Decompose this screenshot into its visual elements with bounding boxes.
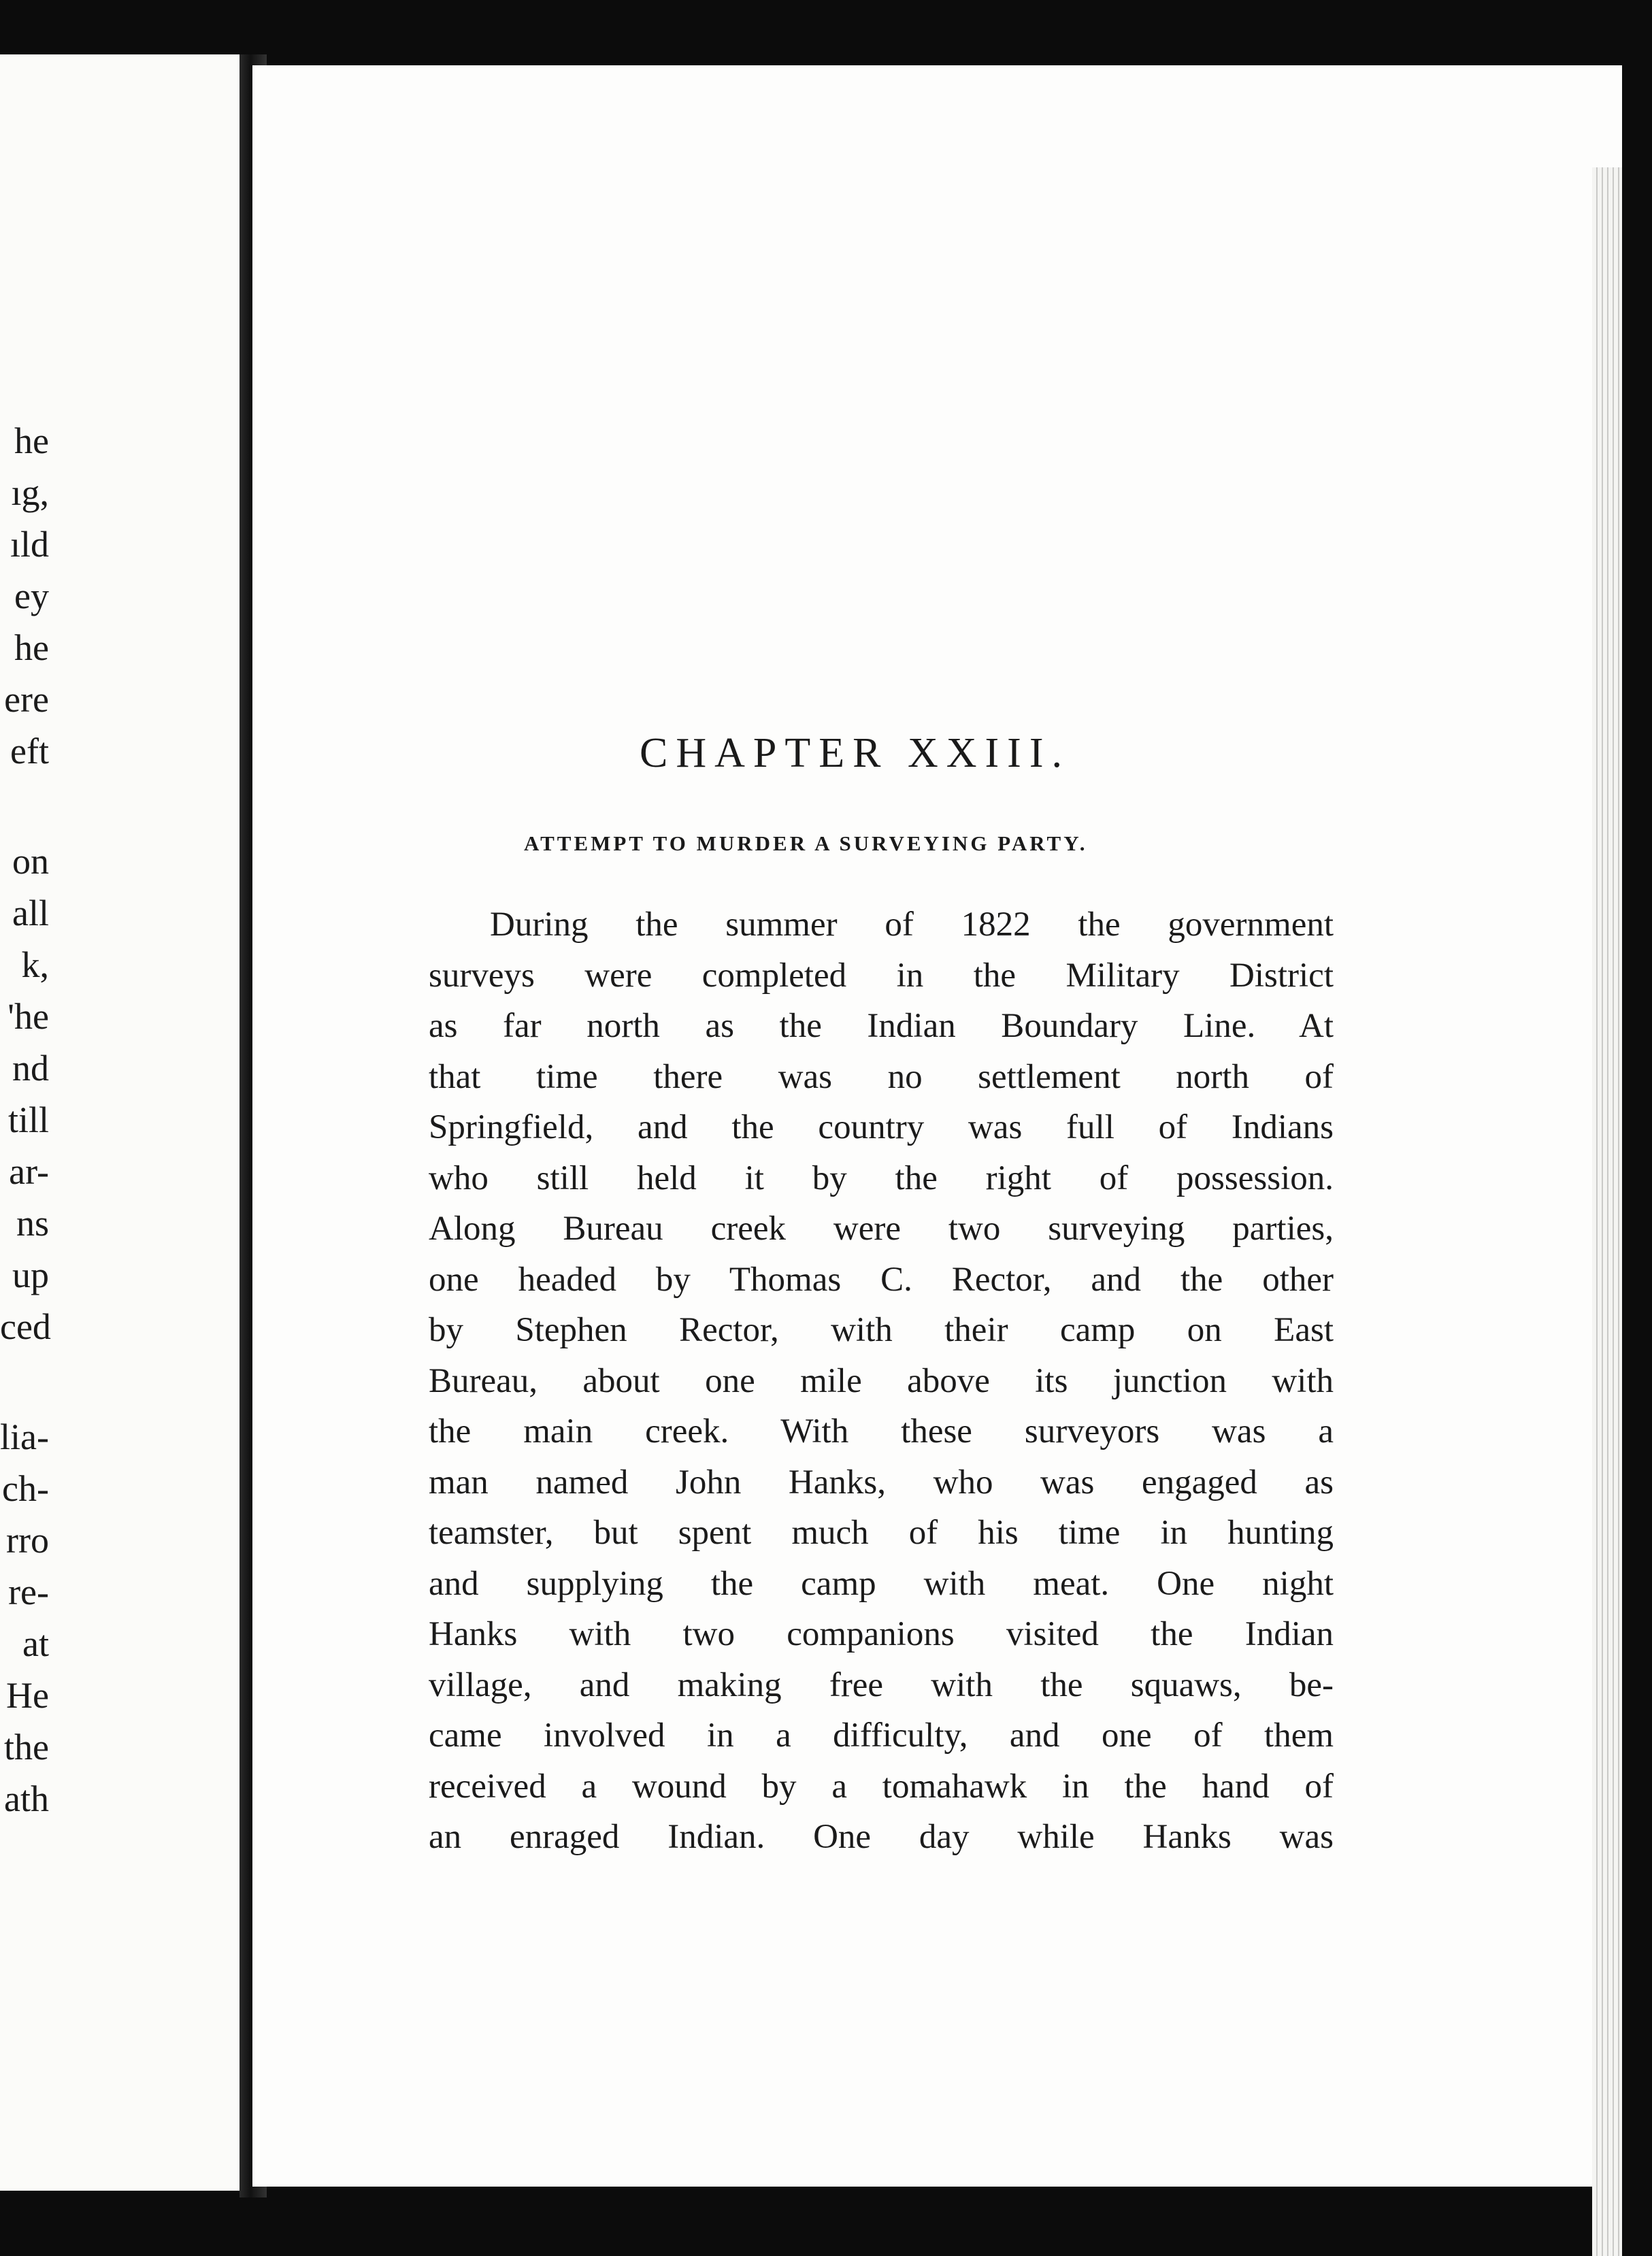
left-line: on — [12, 841, 49, 882]
left-line: 'he — [7, 996, 49, 1037]
left-page-text — [0, 415, 49, 1825]
left-line: He — [6, 1675, 49, 1716]
body-line: the main creek. With these surveyors was a — [429, 1412, 1334, 1450]
left-line-gap — [0, 777, 49, 835]
left-line: at — [22, 1623, 49, 1664]
left-line: ıld — [10, 524, 49, 565]
body-line: Bureau, about one mile above its junction with — [429, 1361, 1334, 1400]
left-line: ar- — [9, 1151, 49, 1192]
body-line: Springfield, and the country was full of Indians — [429, 1108, 1334, 1146]
left-line: ch- — [2, 1468, 49, 1509]
body-line: an enraged Indian. One day while Hanks was — [429, 1818, 1334, 1856]
left-line: ey — [14, 576, 49, 616]
body-line: and supplying the camp with meat. One night — [429, 1564, 1334, 1603]
body-line: Along Bureau creek were two surveying parties, — [429, 1210, 1334, 1248]
left-line: ıg, — [11, 472, 49, 513]
body-line: that time there was no settlement north of — [429, 1057, 1334, 1096]
body-line: as far north as the Indian Boundary Line. At — [429, 1007, 1334, 1045]
left-line: eft — [10, 731, 49, 772]
body-line: received a wound by a tomahawk in the hand of — [429, 1767, 1334, 1806]
left-line: ath — [4, 1778, 49, 1819]
body-line: man named John Hanks, who was engaged as — [429, 1463, 1334, 1502]
left-line: ere — [4, 679, 49, 720]
body-line: Hanks with two companions visited the Indian — [429, 1615, 1334, 1653]
body-line: surveys were completed in the Military District — [429, 956, 1334, 995]
left-line: up — [12, 1255, 49, 1295]
left-line: he — [14, 627, 49, 668]
chapter-title: CHAPTER XXIII. — [640, 730, 1070, 776]
left-line: lia- — [0, 1416, 49, 1457]
left-line: ns — [16, 1203, 49, 1244]
left-page — [0, 54, 239, 2191]
chapter-body — [429, 899, 1334, 1863]
body-line: During the summer of 1822 the government — [490, 906, 1334, 944]
chapter-subtitle: ATTEMPT TO MURDER A SURVEYING PARTY. — [524, 831, 1088, 855]
body-line: village, and making free with the squaws, be- — [429, 1665, 1334, 1704]
left-line-gap — [0, 1353, 49, 1411]
body-line: came involved in a difficulty, and one of them — [429, 1716, 1334, 1755]
left-line: till — [7, 1099, 49, 1140]
left-line: all — [12, 893, 49, 933]
left-line: k, — [21, 944, 49, 985]
left-line: rro — [6, 1520, 49, 1561]
left-line: nd — [12, 1048, 49, 1089]
body-line: one headed by Thomas C. Rector, and the other — [429, 1260, 1334, 1299]
body-line: who still held it by the right of possession. — [429, 1159, 1334, 1197]
left-line: ced — [0, 1306, 51, 1347]
left-line: he — [14, 420, 49, 461]
body-line: teamster, but spent much of his time in hunting — [429, 1514, 1334, 1552]
left-line: re- — [8, 1572, 49, 1612]
body-line: by Stephen Rector, with their camp on East — [429, 1311, 1334, 1349]
page-edge — [1592, 167, 1622, 2256]
left-line: the — [4, 1727, 49, 1768]
